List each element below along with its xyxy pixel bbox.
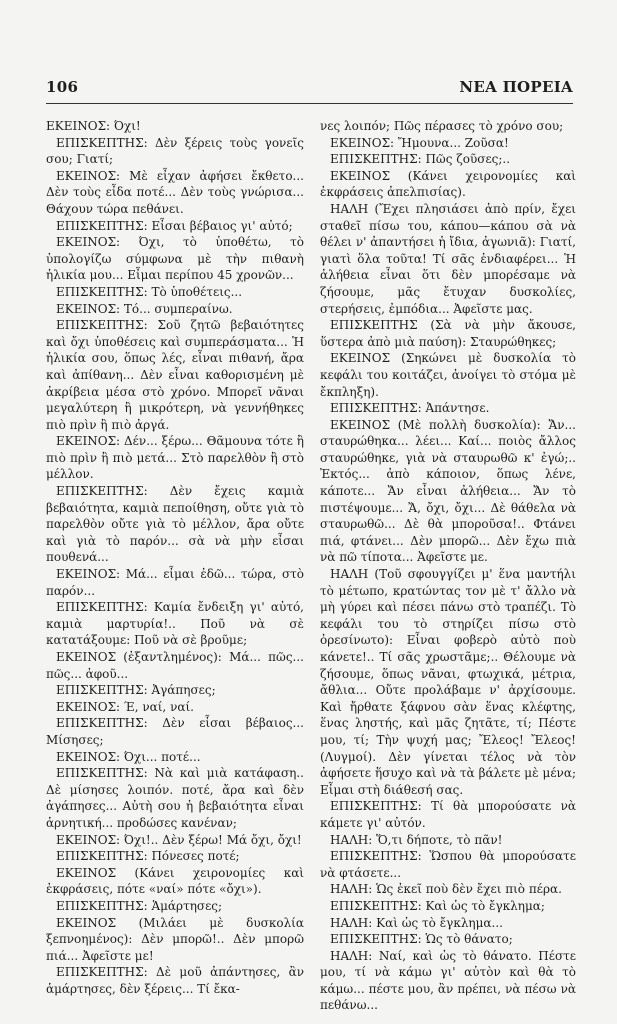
paragraph: ΕΠΙΣΚΕΠΤΗΣ: Δὲν ἔχεις καμιὰ βεβαιότητα, καμιὰ πεποίθηση, οὔτε γιὰ τὸ παρελθὸν οὔτε γιὰ τὸ μέλλον, ἄρα οὔτε καὶ γιὰ τὸ παρόν... σὰ νὰ μὴν εἶσαι πουθενά...: [46, 484, 304, 565]
paragraph: ΕΠΙΣΚΕΠΤΗΣ: Πόνεσες ποτέ;: [56, 849, 240, 864]
paragraph: ΕΠΙΣΚΕΠΤΗΣ (Σὰ νὰ μὴν ἄκουσε, ὕστερα ἀπὸ μιὰ παύση): Σταυρώθηκες;: [320, 318, 576, 349]
paragraph: ΗΑΛΗ (Τοῦ σφουγγίζει μ' ἕνα μαντήλι τὸ μέτωπο, κρατώντας τον μὲ τ' ἄλλο νὰ μὴ γύρει καὶ πέσει πάνω στὸ τραπέζι. Τὸ κεφάλι του τὸ στηρίζει πίσω στὸ ὀρεσίνωτο): Εἶναι φοβερὸ αὐτὸ ποὺ κάνετε!.. Τί σᾶς χρωστᾶμε;.. Θέλουμε νὰ ζήσουμε, ὅπως νᾶναι, φτωχικά, μέτρια, ἄθλια... Οὔτε προλάβαμε ν' ἀρχίσουμε. Καὶ ἤρθατε ξάφνου σὰν ἕνας κλέφτης, ἕνας ληστής, καὶ μᾶς ζητᾶτε, τί; Πέστε μου, τί; Τὴν ψυχή μας; Ἔλεος! Ἔλεος! (Λυγμοί). Δὲν γίνεται τέλος νὰ τὸν ἀφήσετε ἥσυχο καὶ νὰ τὰ βάλετε μὲ μένα; Εἶμαι στὴ διάθεσή σας.: [320, 567, 576, 797]
paragraph: ΕΠΙΣΚΕΠΤΗΣ: Εἶσαι βέβαιος γι' αὐτό;: [56, 218, 293, 233]
paragraph: ΗΑΛΗ: Καὶ ὡς τὸ ἔγκλημα...: [330, 915, 503, 930]
paragraph: ΕΠΙΣΚΕΠΤΗΣ: Δὲν ξέρεις τοὺς γονεῖς σου; Γιατί;: [46, 135, 304, 167]
paragraph: ΕΠΙΣΚΕΠΤΗΣ: Νὰ καὶ μιὰ κατάφαση.. Δὲ μίσησες λοιπόν. ποτέ, ἄρα καὶ δὲν ἀγάπησες... Αὐτὴ σου ἡ βεβαιότητα εἶναι ἀρνητική... προδώσες κανέναν;: [46, 766, 304, 830]
paragraph: ΕΠΙΣΚΕΠΤΗΣ: Ὥσπου θὰ μπορούσατε νὰ φτάσετε...: [320, 849, 576, 880]
paragraph: ΕΠΙΣΚΕΠΤΗΣ: Σοῦ ζητῶ βεβαιότητες καὶ ὄχι ὑποθέσεις καὶ συμπεράσματα... Ἡ ἡλικία σου, ὅπως λές, εἶναι πιθανή, ἄρα καὶ ἀπίθανη... Δὲν εἶναι καθορισμένη μὲ ἀκρίβεια μέσα στὸ χρόνο. Μπορεῖ νᾶναι μεγαλύτερη ἢ μικρότερη, νὰ γεννήθηκες πιὸ πρὶν ἢ πιὸ ἀργά.: [46, 318, 304, 432]
paragraph: ΕΚΕΙΝΟΣ: Όχι... ποτέ...: [56, 749, 201, 764]
paragraph: ΕΚΕΙΝΟΣ: Τό... συμπεραίνω.: [56, 301, 233, 316]
paragraph: ΕΚΕΙΝΟΣ: Ἤμουνα... Ζοῦσα!: [330, 135, 509, 150]
paragraph: ΕΚΕΙΝΟΣ (Σηκώνει μὲ δυσκολία τὸ κεφάλι του κοιτάζει, ἀνοίγει τὸ στόμα μὲ ἔκπληξη).: [320, 351, 576, 399]
paragraph: ΕΚΕΙΝΟΣ: Έ, ναί, ναί.: [56, 699, 194, 714]
paragraph: ΕΚΕΙΝΟΣ (Μιλάει μὲ δυσκολία ξεπνοημένος): Δὲν μπορῶ!.. Δὲν μπορῶ πιά... Ἀφεῖστε με!: [46, 915, 304, 963]
paragraph: ΕΚΕΙΝΟΣ (Κάνει χειρονομίες καὶ ἐκφράσεις, πότε «ναί» πότε «ὄχι»).: [46, 865, 304, 897]
paragraph: ΕΠΙΣΚΕΠΤΗΣ: Ἁμάρτησες;: [56, 898, 223, 913]
paragraph: ΕΠΙΣΚΕΠΤΗΣ: Καὶ ὡς τὸ ἔγκλημα;: [330, 898, 545, 913]
paragraph: ΕΚΕΙΝΟΣ: Όχι!.. Δὲν ξέρω! Μά ὄχι, ὄχι!: [56, 832, 302, 847]
paragraph: ΕΚΕΙΝΟΣ (Κάνει χειρονομίες καὶ ἐκφράσεις ἀπελπισίας).: [320, 168, 576, 200]
right-column: [320, 118, 576, 1013]
paragraph: ΕΠΙΣΚΕΠΤΗΣ: Τὸ ὑποθέτεις...: [56, 284, 243, 299]
running-title: ΝΕΑ ΠΟΡΕΙΑ: [459, 78, 573, 96]
paragraph: ΕΠΙΣΚΕΠΤΗΣ: Τί θὰ μπορούσατε νὰ κάμετε γι' αὐτόν.: [320, 799, 576, 830]
page-number: 106: [46, 78, 79, 96]
paragraph: ΕΠΙΣΚΕΠΤΗΣ: Καμία ἔνδειξη γι' αὐτό, καμιὰ μαρτυρία!.. Ποῦ νὰ σὲ κατατάξουμε: Ποῦ νὰ σὲ βροῦμε;: [46, 600, 304, 648]
left-column: [46, 118, 304, 996]
paragraph: νες λοιπόν; Πῶς πέρασες τὸ χρόνο σου;: [320, 119, 564, 133]
header-rule: [46, 103, 573, 104]
paragraph: ΕΠΙΣΚΕΠΤΗΣ: Δὲ μοῦ ἀπάντησες, ἂν ἁμάρτησες, δὲν ξέρεις... Τί ἔκα-: [46, 965, 304, 996]
paragraph: ΕΠΙΣΚΕΠΤΗΣ: Πῶς ζοῦσες;..: [330, 152, 511, 167]
paragraph: ΕΠΙΣΚΕΠΤΗΣ: Δὲν εἶσαι βέβαιος... Μίσησες;: [46, 716, 304, 747]
paragraph: ΕΚΕΙΝΟΣ (Μὲ πολλὴ δυσκολία): Ἄν... σταυρώθηκα... λέει... Καί... ποιὸς ἄλλος σταυρώθηκε, γιὰ νὰ σταυρωθῶ κ' ἐγώ;.. Ἐκτός... ἀπὸ κάποιον, ὅπως λένε, κάποτε... Ἄν εἶναι ἀλήθεια... Ἄν τὸ πιστέψουμε... Ἄ, ὄχι, ὄχι... Δὲ θάθελα νὰ σταυρωθῶ... Δὲ θὰ μποροῦσα!.. Φτάνει πιά, φτάνει... Δὲν μπορῶ... Δὲν ἔχω πιὰ νὰ πῶ τίποτα... Ἀφεῖστε με.: [320, 417, 576, 565]
paragraph: ΕΚΕΙΝΟΣ: Δέν... ξέρω... Θᾶμουνα τότε ἢ πιὸ πρὶν ἢ πιὸ μετά... Στὸ παρελθὸν ἢ στὸ μέλλον.: [46, 434, 304, 482]
paragraph: ΕΠΙΣΚΕΠΤΗΣ: Ὡς τὸ θάνατο;: [330, 932, 513, 947]
paragraph: ΕΠΙΣΚΕΠΤΗΣ: Ἀγάπησες;: [56, 683, 216, 698]
page-header: [46, 78, 573, 98]
paragraph: ΕΠΙΣΚΕΠΤΗΣ: Ἀπάντησε.: [330, 401, 490, 416]
paragraph: ΗΑΛΗ: Ὡς ἐκεῖ ποὺ δὲν ἔχει πιὸ πέρα.: [330, 882, 562, 897]
paragraph: ΗΑΛΗ: Ὅ,τι δήποτε, τὸ πᾶν!: [330, 832, 503, 847]
paragraph: ΕΚΕΙΝΟΣ: Μὲ εἶχαν ἀφήσει ἔκθετο... Δὲν τοὺς εἶδα ποτέ... Δὲν τοὺς γνώρισα... Θάχουν τώρα πεθάνει.: [46, 168, 304, 216]
paragraph: ΗΑΛΗ (Ἔχει πλησιάσει ἀπὸ πρίν, ἔχει σταθεῖ πίσω του, κάπου—κάπου σὰ νὰ θέλει ν' ἀπαντήσει ἡ ἴδια, ἀγωνιᾶ): Γιατί, γιατὶ ὅλα τοῦτα! Τί σᾶς ἐνδιαφέρει... Ἡ ἀλήθεια εἶναι ὅτι δὲν μπορέσαμε νὰ ζήσουμε, μᾶς ἔτυχαν δυσκολίες, στερήσεις, ἐμπόδια... Ἀφεῖστε μας.: [320, 201, 576, 316]
paragraph: ΕΚΕΙΝΟΣ: Όχι, τὸ ὑποθέτω, τὸ ὑπολογίζω σύμφωνα μὲ τὴν πιθανὴ ἡλικία μου... Εἶμαι περίπου 45 χρονῶν...: [46, 235, 304, 283]
paragraph: ΕΚΕΙΝΟΣ: Μά... εἶμαι ἐδῶ... τώρα, στὸ παρόν...: [46, 567, 304, 598]
paragraph: ΗΑΛΗ: Ναί, καὶ ὡς τὸ θάνατο. Πέστε μου, τί νὰ κάμω γι' αὐτὸν καὶ θὰ τὸ κάμω... πέστε μου, ἂν πρέπει, νὰ πέσω νὰ πεθάνω...: [320, 948, 576, 1013]
paragraph: ΕΚΕΙΝΟΣ: Όχι!: [46, 119, 141, 133]
paragraph: ΕΚΕΙΝΟΣ (ἐξαντλημένος): Μά... πῶς... πῶς... ἀφοῦ...: [46, 650, 304, 681]
